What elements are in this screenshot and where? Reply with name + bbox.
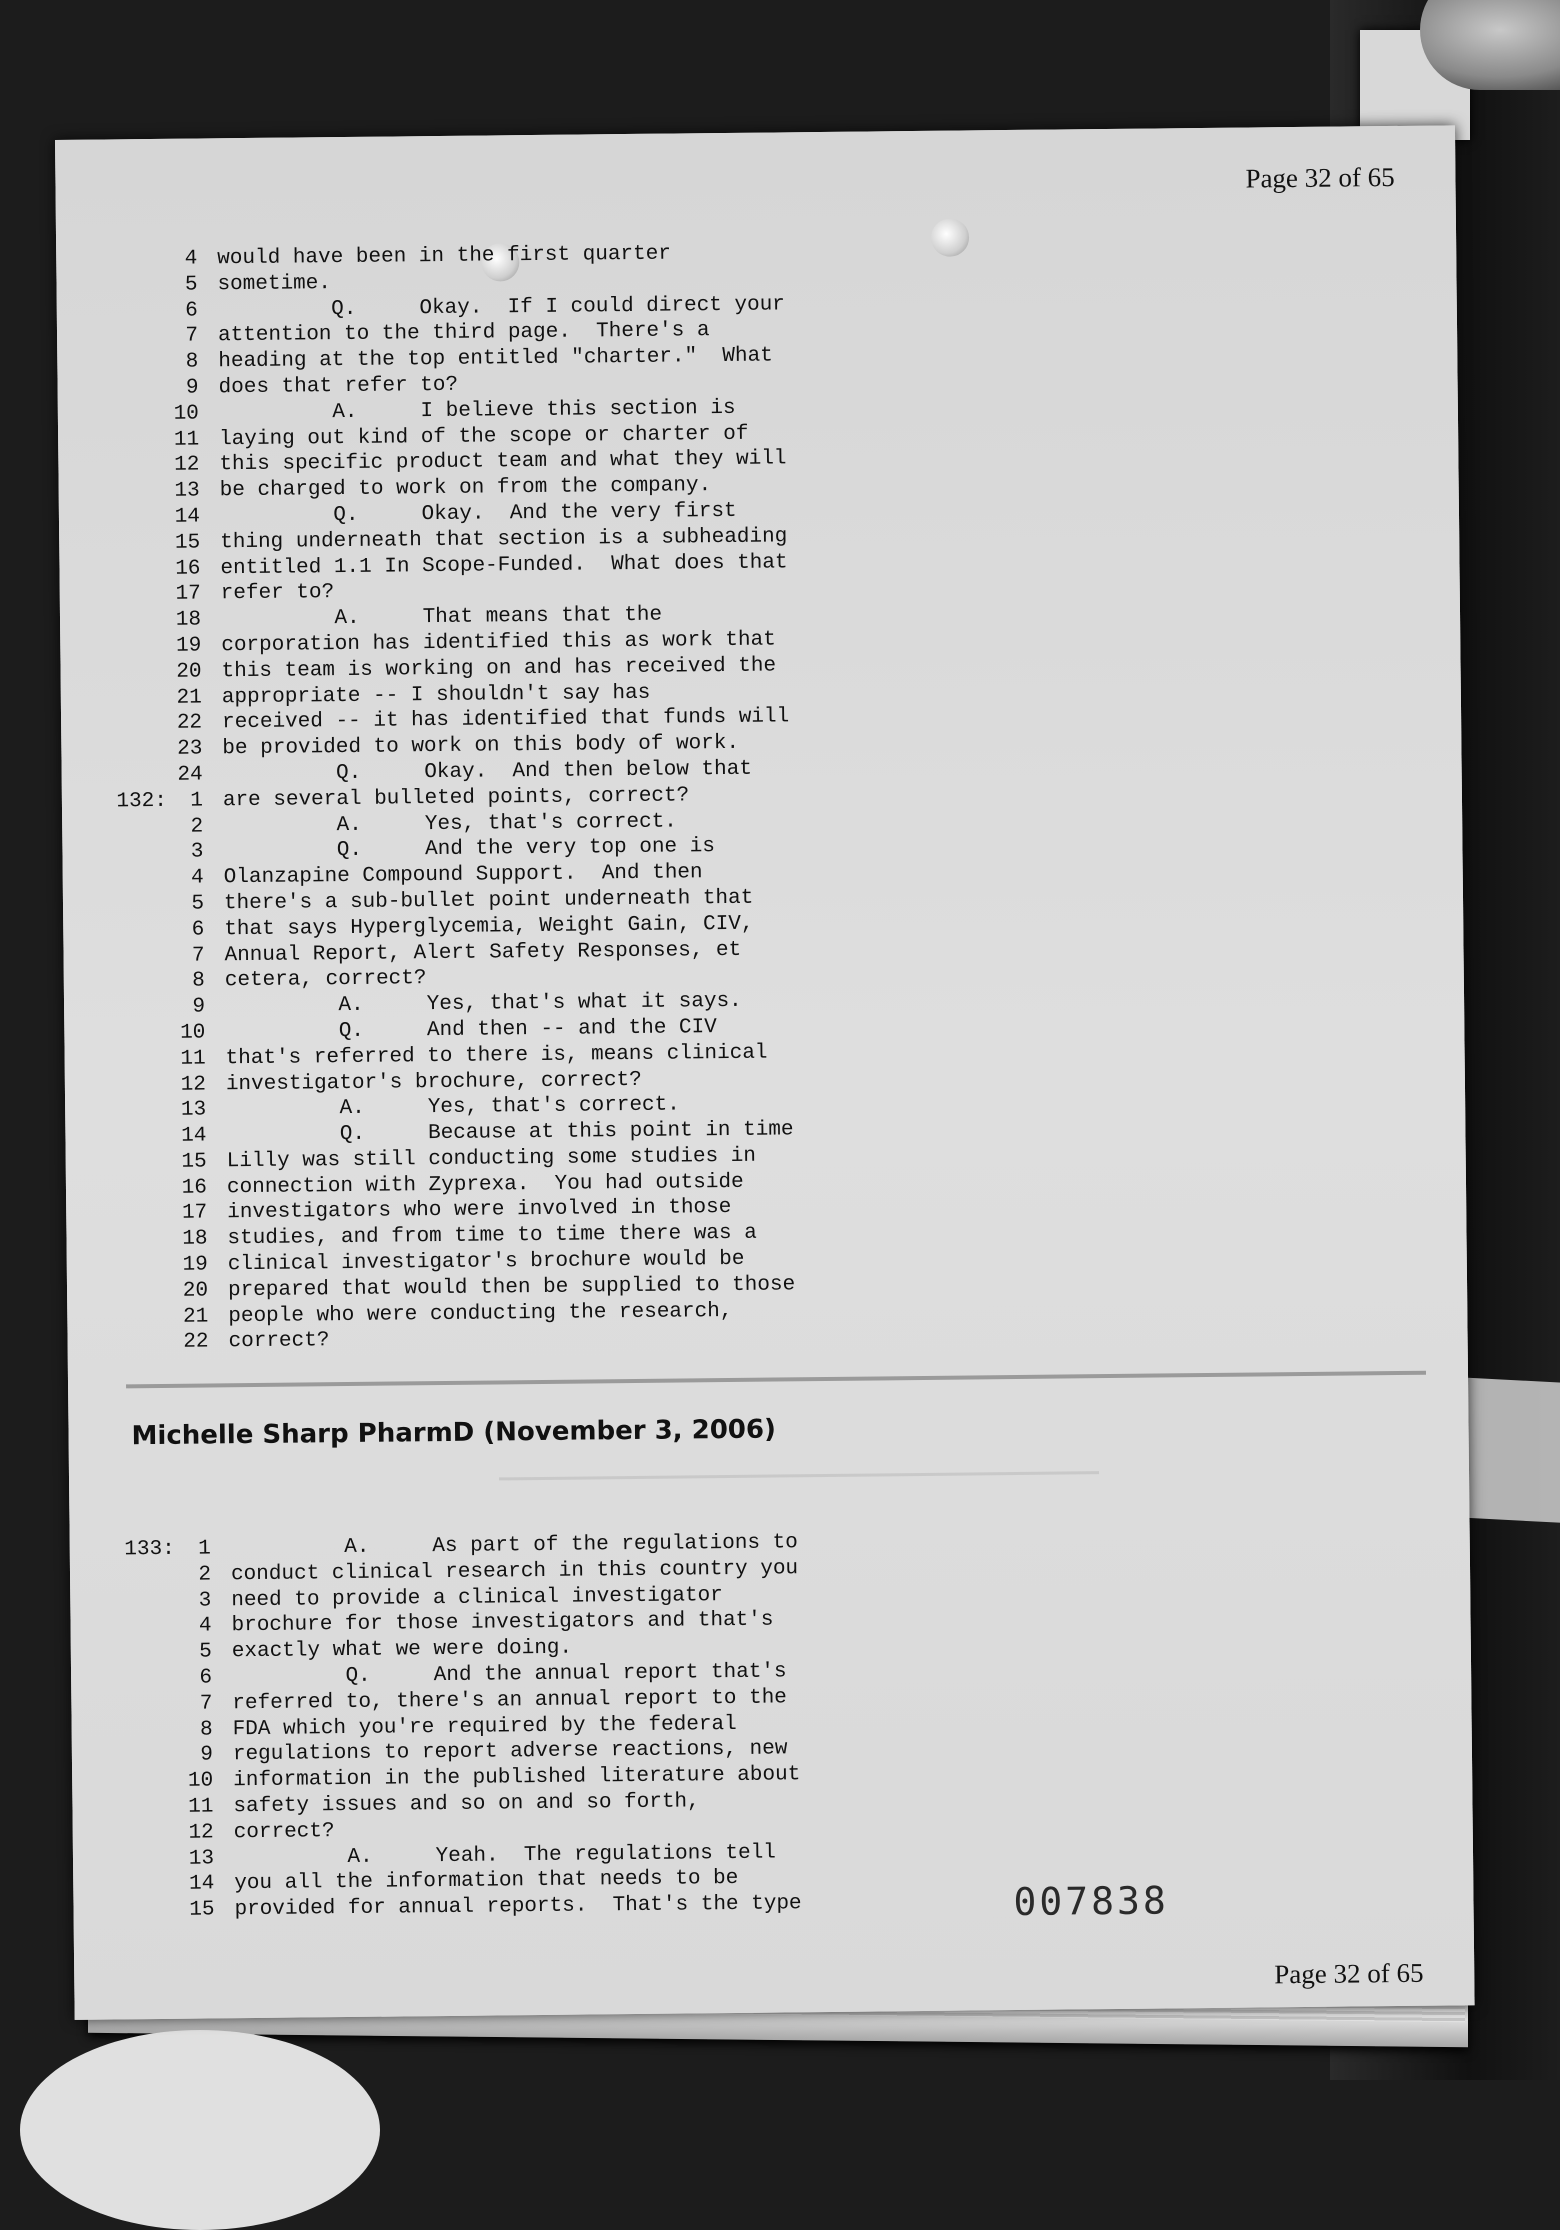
line-text: investigators who were involved in those [227,1196,732,1225]
line-text: this team is working on and has received the [221,654,777,684]
page-ref [117,1330,172,1356]
page-ref [112,814,167,840]
line-number: 15 [181,1150,207,1174]
line-number: 13 [188,1846,215,1871]
page-ref [120,1563,175,1589]
line-text: corporation has identified this as work that [221,628,776,658]
page-ref [108,453,163,479]
line-number: 18 [175,608,202,632]
line-number: 7 [199,1692,213,1716]
bates-number: 007838 [1013,1878,1170,1925]
page-number-top: Page 32 of 65 [1245,161,1395,194]
line-number: 8 [199,1718,213,1742]
line-text: A. I believe this section is [218,396,736,426]
line-text: heading at the top entitled "charter." What [218,344,773,374]
line-text: Q. Okay. And then below that [222,757,753,787]
page-ref [120,1588,175,1614]
page-ref [117,1279,172,1305]
page-ref [111,737,166,763]
line-text: Q. And the very top one is [223,835,716,864]
line-text: Q. Okay. If I could direct your [217,292,785,322]
line-text: appropriate -- I shouldn't say has [221,681,651,709]
line-text: FDA which you're required by the federal [232,1712,737,1741]
line-text: are several bulleted points, correct? [222,784,690,813]
line-number: 17 [175,582,201,607]
page-ref [109,479,164,505]
line-text: cetera, correct? [224,967,427,993]
line-number: 20 [182,1279,209,1303]
line-number: 15 [189,1898,215,1922]
line-number: 13 [174,479,200,503]
page-ref [107,324,162,350]
line-text: attention to the third page. There's a [217,319,710,348]
page-ref [113,918,168,944]
page-ref [107,376,162,402]
line-number: 22 [183,1330,209,1355]
page-ref [123,1846,178,1872]
line-text: regulations to report adverse reactions, new [232,1737,788,1767]
line-text: A. Yeah. The regulations tell [233,1841,776,1870]
line-text: prepared that would then be supplied to those [227,1273,796,1303]
line-text: need to provide a clinical investigator [231,1583,723,1612]
line-number: 11 [180,1047,206,1071]
line-text: A. Yes, that's what it says. [224,989,742,1019]
line-number: 5 [199,1640,212,1664]
line-text: refer to? [220,581,335,606]
line-text: people who were conducting the research, [228,1299,733,1328]
document-page [55,125,1475,2020]
page-ref [123,1821,178,1847]
line-number: 12 [188,1821,214,1845]
line-number: 7 [191,943,205,968]
line-text: be charged to work on from the company. [219,474,712,503]
line-text: Q. Because at this point in time [226,1118,794,1148]
page-ref [113,943,168,969]
page-ref [108,427,163,453]
line-text: brochure for those investigators and that's [231,1608,774,1638]
line-number: 14 [181,1124,207,1148]
line-number: 6 [191,918,205,942]
page-ref [109,531,164,557]
page-ref [116,1176,171,1202]
line-number: 9 [200,1743,214,1767]
page-ref [116,1227,171,1253]
line-text: provided for annual reports. That's the type [234,1892,802,1922]
line-text: investigator's brochure, correct? [225,1068,642,1096]
line-number: 11 [173,428,200,452]
line-text: laying out kind of the scope or charter of [219,422,749,451]
line-number: 23 [177,737,203,761]
page-ref [114,995,169,1021]
faint-divider [499,1471,1099,1480]
line-number: 3 [190,840,204,864]
line-number: 15 [174,531,201,555]
line-text: Olanzapine Compound Support. And then [223,861,703,890]
line-number: 17 [181,1201,208,1226]
page-ref [112,763,167,789]
line-text: A. As part of the regulations to [230,1531,798,1561]
line-number: 1 [190,789,204,813]
line-number: 19 [175,634,202,658]
line-number: 12 [180,1072,207,1097]
line-number: 9 [192,995,206,1019]
page-ref [108,402,163,428]
line-number: 4 [198,1614,212,1638]
line-text: Q. And then -- and the CIV [225,1016,717,1045]
page-ref [122,1795,177,1821]
page-ref [112,840,167,866]
page-ref [121,1640,176,1666]
line-number: 21 [176,686,202,710]
line-text: A. That means that the [220,603,663,632]
line-number: 22 [176,711,203,736]
page-ref [106,273,161,299]
page-number-bottom: Page 32 of 65 [1274,1957,1424,1990]
page-ref [111,685,166,711]
line-number: 21 [182,1305,209,1329]
line-number: 5 [191,892,205,916]
line-text: you all the information that needs to be [234,1867,739,1896]
line-text: Lilly was still conducting some studies in [226,1144,757,1174]
line-number: 8 [185,350,199,374]
line-number: 20 [176,660,202,684]
line-text: entitled 1.1 In Scope-Funded. What does that [220,550,788,580]
page-ref: 133: [124,1537,175,1562]
line-number: 13 [180,1098,207,1123]
page-ref [123,1872,178,1898]
line-number: 7 [185,324,199,349]
line-text: referred to, there's an annual report to the [232,1686,787,1716]
page-ref [111,711,166,737]
line-text: connection with Zyprexa. You had outside [226,1170,744,1199]
section-divider [126,1371,1426,1389]
line-number: 9 [185,376,199,400]
line-number: 10 [187,1769,214,1793]
page-ref [114,1021,169,1047]
page-ref [117,1305,172,1331]
page-ref [122,1743,177,1769]
line-number: 6 [199,1666,213,1690]
line-text: studies, and from time to time there was a [227,1221,757,1251]
page-ref [115,1098,170,1124]
background-object [20,2030,380,2230]
line-text: that's referred to there is, means clinical [225,1041,768,1070]
line-number: 4 [184,247,198,271]
page-ref [115,1047,170,1073]
line-text: conduct clinical research in this country you [230,1557,799,1587]
page-ref [121,1692,176,1718]
line-number: 12 [174,453,200,478]
line-text: that says Hyperglycemia, Weight Gain, CIV, [224,912,754,941]
line-number: 4 [191,866,204,890]
line-text: Annual Report, Alert Safety Responses, et [224,938,742,967]
page-ref [107,298,162,324]
transcript-block-top [106,240,796,1356]
page-ref [109,556,164,582]
page-ref [110,634,165,660]
page-ref [116,1150,171,1176]
page-ref [110,660,165,686]
page-ref [106,247,161,273]
line-number: 3 [198,1589,212,1613]
line-number: 19 [182,1253,208,1277]
page-ref [115,1072,170,1098]
line-text: A. Yes, that's correct. [223,810,677,838]
page-ref [120,1614,175,1640]
line-number: 16 [175,557,201,581]
page-ref [122,1717,177,1743]
line-text: be provided to work on this body of work. [222,732,740,761]
page-ref [117,1253,172,1279]
line-text: would have been in the first quarter [217,242,672,271]
line-text: received -- it has identified that funds will [221,705,790,735]
line-text: there's a sub-bullet point underneath that [223,886,754,916]
line-text: clinical investigator's brochure would be [227,1247,745,1277]
line-number: 11 [188,1795,214,1819]
page-ref [110,582,165,608]
page-ref [107,350,162,376]
line-number: 8 [192,969,205,993]
page-ref: 132: [116,789,168,814]
line-text: thing underneath that section is a subheading [220,525,788,555]
page-ref [122,1769,177,1795]
page-ref [116,1201,171,1227]
line-text: information in the published literature about [233,1763,801,1793]
line-text: Q. And the annual report that's [231,1660,787,1690]
page-ref [109,505,164,531]
page-ref [113,866,168,892]
page-ref [114,969,169,995]
line-text: A. Yes, that's correct. [226,1093,680,1122]
line-text: correct? [228,1329,330,1354]
line-text: Q. Okay. And the very first [219,499,737,529]
line-text: does that refer to? [218,373,459,400]
line-text: correct? [233,1819,335,1844]
line-number: 1 [198,1537,211,1561]
line-number: 16 [181,1176,208,1200]
line-number: 14 [188,1872,215,1897]
page-ref [123,1898,178,1924]
line-text: safety issues and so on and so forth, [233,1790,700,1819]
line-number: 2 [198,1563,212,1587]
line-number: 6 [185,299,198,323]
line-number: 5 [184,273,198,297]
transcript-block-bottom [120,1530,802,1924]
line-number: 18 [182,1227,208,1252]
line-text: this specific product team and what they will [219,447,787,477]
line-number: 24 [177,763,203,787]
line-text: exactly what we were doing. [231,1636,573,1664]
section-heading: Michelle Sharp PharmD (November 3, 2006) [131,1414,777,1452]
line-number: 10 [180,1021,206,1045]
line-number: 10 [173,402,199,426]
page-ref [121,1666,176,1692]
line-text: sometime. [217,271,332,297]
page-ref [110,608,165,634]
line-number: 14 [174,505,201,529]
line-number: 2 [190,815,204,839]
punch-hole-right [931,218,969,256]
page-ref [113,892,168,918]
page-ref [115,1124,170,1150]
